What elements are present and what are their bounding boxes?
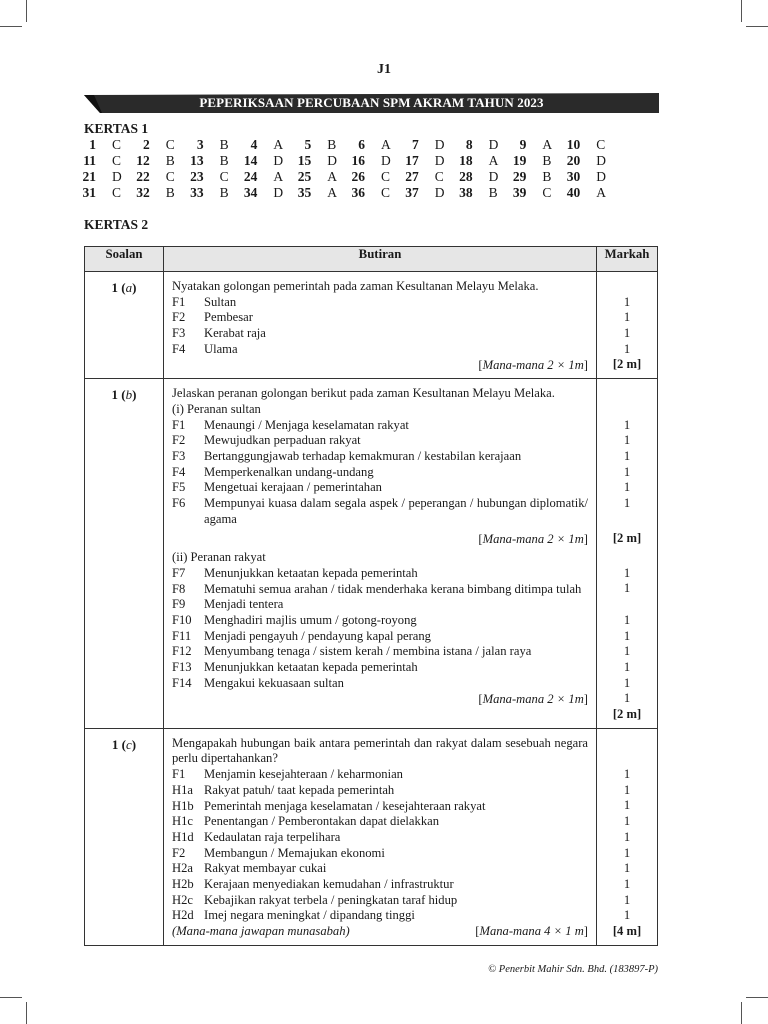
point-text: Menghadiri majlis umum / gotong-royong [204,613,417,628]
question-text: Jelaskan peranan golongan berikut pada zaman Kesultanan Melayu Melaka. [172,386,555,401]
crop-mark [741,1002,742,1024]
total-mark: 2 m [617,531,637,546]
answer-point [172,660,588,676]
answer-number: 6 [358,137,365,152]
answer-number: 31 [82,185,96,200]
answer-item [245,137,289,153]
answer-letter: C [165,137,175,152]
answer-point [172,342,588,358]
answer-letter: D [112,169,122,184]
answer-point [172,613,588,629]
answer-item [299,153,343,169]
point-code: H2a [172,861,193,876]
answer-point [172,644,588,660]
point-mark: 1 [623,294,631,309]
answer-letter: D [596,169,606,184]
extra-note: (Mana-mana jawapan munasabah) [172,924,350,939]
point-code: F7 [172,565,186,580]
point-code: F4 [172,464,186,479]
point-mark: 1 [623,861,631,876]
point-text: Memperkenalkan undang-undang [204,464,374,479]
answer-item [84,137,128,153]
answer-item [138,169,182,185]
answer-letter: A [488,153,499,168]
answer-item [568,137,612,153]
question-part: b [125,387,133,403]
answer-item [461,185,505,201]
answer-number: 34 [243,185,258,200]
mark-note: [Mana-mana 2 × 1m] [478,531,588,546]
answer-item [514,169,558,185]
answer-letter: B [219,137,229,152]
butiran-cell [164,728,597,945]
answer-item [461,169,505,185]
answer-number: 35 [297,185,312,200]
answer-point [172,566,588,582]
answer-letter: B [219,185,229,200]
answer-item [84,169,128,185]
mark-note-row [172,924,588,940]
answer-letter: D [327,153,337,168]
answer-number: 20 [566,153,581,168]
point-code: F9 [172,597,186,612]
answer-item [299,185,343,201]
table-row-1c [85,728,658,945]
point-mark: 1 [623,612,631,627]
footer-copyright: © Penerbit Mahir Sdn. Bhd. (183897-P) [488,964,658,975]
point-code: H1d [172,829,194,844]
total-mark: 2 m [617,707,637,721]
answer-list [172,767,588,924]
answer-number: 16 [351,153,365,168]
answer-letter: C [165,169,175,184]
point-code: F1 [172,767,186,782]
answer-row [84,137,624,153]
point-text: Kedaulatan raja terpelihara [204,829,341,844]
page-code: J1 [377,62,391,77]
answer-item [84,185,128,201]
point-mark: 1 [623,644,631,659]
answer-number: 28 [459,169,473,184]
answer-letter: B [165,153,175,168]
answer-point [172,480,588,496]
answer-letter: C [112,137,122,152]
answer-number: 25 [297,169,312,184]
answer-item [407,169,451,185]
marking-scheme-table [84,246,658,946]
answer-point [172,310,588,326]
answer-number: 24 [243,169,258,184]
answer-row [84,185,624,201]
answer-item [514,153,558,169]
answer-letter: D [488,137,499,152]
answer-item [245,153,289,169]
point-mark: 1 [623,829,631,844]
header-soalan: Soalan [85,247,164,272]
crop-mark [746,26,768,27]
total-mark: 2 m [617,357,637,372]
answer-point [172,877,588,893]
answer-key [84,137,624,201]
point-text: Menjadi pengayuh / pendayung kapal perang [204,628,431,643]
answer-number: 32 [136,185,150,200]
answer-point [172,449,588,465]
point-code: F2 [172,310,186,325]
answer-point [172,783,588,799]
kertas1-title: KERTAS 1 [84,121,149,136]
point-code: H2c [172,892,193,907]
answer-number: 21 [82,169,96,184]
table-header-row [85,247,658,272]
answer-letter: A [273,169,284,184]
question-num: 1 [111,387,119,403]
answer-item [568,169,612,185]
answer-point [172,893,588,909]
answer-letter: C [381,185,391,200]
answer-point [172,861,588,877]
kertas2-title: KERTAS 2 [84,217,149,232]
answer-number: 9 [519,137,527,152]
header-markah: Markah [597,247,658,272]
answer-letter: B [542,169,552,184]
table-row-1b [85,379,658,728]
point-text: Membangun / Memajukan ekonomi [204,845,385,860]
point-mark: 1 [623,326,631,341]
answer-point [172,799,588,815]
answer-letter: A [596,185,606,200]
answer-point [172,846,588,862]
crop-mark [746,997,768,998]
question-text: Nyatakan golongan pemerintah pada zaman Kesultanan Melayu Melaka. [172,279,539,293]
answer-number: 14 [243,153,258,168]
crop-mark [26,1002,27,1024]
point-mark: 1 [623,341,631,356]
answer-letter: B [219,153,229,168]
crop-mark [26,0,27,22]
point-text: Rakyat membayar cukai [204,861,327,876]
answer-point [172,814,588,830]
question-number: 1 (c) [85,728,164,945]
crop-mark [741,0,742,22]
point-text: Kebajikan rakyat terbela / peningkatan taraf hidup [204,892,458,907]
point-text: Bertanggungjawab terhadap kemakmuran / kestabilan kerajaan [204,449,522,464]
answer-item [245,185,289,201]
answer-item [407,185,451,201]
answer-number: 10 [566,137,581,152]
point-mark: 1 [623,565,631,580]
point-text: Mengakui kekuasaan sultan [204,675,344,690]
point-code: F2 [172,845,186,860]
answer-number: 8 [465,137,473,152]
answer-letter: D [434,137,445,152]
point-text: Menaungi / Menjaga keselamatan rakyat [204,417,409,432]
answer-number: 23 [190,169,204,184]
answer-item [407,137,451,153]
answer-item [568,185,612,201]
sub-heading: (ii) Peranan rakyat [172,550,266,565]
answer-number: 12 [136,153,150,168]
answer-point [172,597,588,613]
point-text: Rakyat patuh/ taat kepada pemerintah [204,782,395,797]
answer-item [514,137,558,153]
butiran-cell [164,379,597,728]
answer-number: 26 [351,169,365,184]
mark-note: [Mana-mana 4 × 1 m] [475,924,588,939]
answer-number: 40 [566,185,581,200]
point-mark: 1 [623,480,631,495]
point-code: F1 [172,417,186,432]
answer-row [84,169,624,185]
question-num: 1 [111,736,119,752]
butiran-cell [164,272,597,379]
point-text: Menunjukkan ketaatan kepada pemerintah [204,565,418,580]
answer-point [172,326,588,342]
answer-letter: B [165,185,175,200]
point-text: Kerajaan menyediakan kemudahan / infrastruktur [204,877,454,892]
answer-item [245,169,289,185]
answer-item [353,153,397,169]
answer-letter: D [596,153,606,168]
markah-cell: 1 1 1 1 1 1 1 1 1 1 [4 m] [597,728,658,945]
answer-point [172,830,588,846]
point-text: Imej negara meningkat / dipandang tinggi [204,908,415,923]
answer-number: 3 [196,137,204,152]
mark-note-text: Mana-mana 4 × 1 m [479,924,584,939]
point-text: Mengetuai kerajaan / pemerintahan [204,480,382,495]
answer-item [353,185,397,201]
answer-point [172,418,588,434]
answer-letter: A [542,137,553,152]
answer-item [192,137,236,153]
point-mark: 1 [623,628,631,643]
answer-letter: C [542,185,552,200]
answer-number: 1 [89,137,96,152]
answer-number: 33 [190,185,204,200]
answer-list [172,566,588,692]
answer-item [353,169,397,185]
mark-note-text: Mana-mana 2 × 1m [482,691,584,706]
answer-letter: D [273,153,284,168]
answer-letter: D [434,185,445,200]
point-code: H1c [172,814,193,829]
point-mark: 1 [623,659,631,674]
point-mark: 1 [623,675,631,690]
answer-number: 30 [566,169,581,184]
answer-letter: D [273,185,284,200]
point-code: H1a [172,782,193,797]
point-mark: 1 [623,814,631,829]
point-code: H1b [172,798,194,813]
point-mark: 1 [623,691,631,706]
point-text: Mempunyai kuasa dalam segala aspek / peperangan / hubungan diplomatik/ agama [204,496,588,526]
header-butiran: Butiran [164,247,597,272]
answer-letter: C [381,169,391,184]
point-mark: 1 [623,417,631,432]
point-code: F1 [172,294,186,309]
answer-item [461,137,505,153]
answer-number: 39 [512,185,527,200]
point-mark: 1 [623,310,631,325]
answer-number: 13 [190,153,204,168]
markah-cell: 1 1 1 1 1 1 [2 m] 1 1 1 1 1 1 1 1 [2 m] [597,379,658,728]
point-mark: 1 [623,908,631,923]
question-part: c [125,736,132,752]
point-code: F12 [172,644,192,659]
point-code: H2b [172,877,194,892]
answer-number: 36 [351,185,365,200]
answer-point [172,582,588,598]
question-number: 1 (b) [85,379,164,728]
answer-letter: C [596,137,606,152]
answer-point [172,433,588,449]
point-code: H2d [172,908,194,923]
point-code: F14 [172,675,192,690]
answer-point [172,465,588,481]
point-text: Penentangan / Pemberontakan dapat dielakkan [204,814,440,829]
answer-number: 7 [412,137,419,152]
point-code: F13 [172,660,192,675]
answer-number: 11 [83,153,96,168]
question-part: a [125,280,133,295]
point-code: F8 [172,581,186,596]
answer-point [172,629,588,645]
answer-item [192,153,236,169]
answer-letter: C [219,169,229,184]
point-text: Ulama [204,341,238,356]
banner [84,93,659,113]
point-mark: 1 [623,798,631,813]
answer-item [461,153,505,169]
answer-point [172,676,588,692]
answer-list [172,418,588,528]
answer-item [514,185,558,201]
answer-letter: A [327,169,337,184]
point-code: F5 [172,480,186,495]
point-code: F11 [172,628,192,643]
point-text: Sultan [204,294,237,309]
answer-letter: D [488,169,499,184]
crop-mark [0,26,22,27]
answer-number: 29 [512,169,527,184]
point-text: Pemerintah menjaga keselamatan / kesejahteraan rakyat [204,798,486,813]
answer-letter: C [112,153,122,168]
point-code: F4 [172,341,186,356]
answer-letter: A [381,137,391,152]
answer-point [172,496,588,527]
answer-item [138,137,182,153]
answer-item [192,169,236,185]
point-mark: 1 [623,876,631,891]
answer-number: 17 [405,153,419,168]
answer-number: 38 [459,185,473,200]
point-text: Menjadi tentera [204,597,284,612]
mark-note-text: Mana-mana 2 × 1m [482,531,584,546]
answer-item [138,185,182,201]
question-text: Mengapakah hubungan baik antara pemerintah dan rakyat dalam sesebuah negara perlu dipertahankan? [172,735,588,766]
point-text: Pembesar [204,310,253,325]
answer-letter: B [488,185,498,200]
banner-title: PEPERIKSAAN PERCUBAAN SPM AKRAM TAHUN 2023 [199,95,544,110]
point-code: F3 [172,449,186,464]
answer-list [172,295,588,358]
answer-number: 18 [459,153,473,168]
question-number: 1 (a) [85,272,164,379]
table-row-1a [85,272,658,379]
answer-number: 5 [304,137,312,152]
answer-row [84,153,624,169]
answer-letter: C [112,185,122,200]
point-text: Mematuhi semua arahan / tidak menderhaka kerana bimbang ditimpa tulah [204,581,582,596]
answer-point [172,908,588,924]
answer-point [172,295,588,311]
answer-letter: B [327,137,337,152]
answer-item [299,137,343,153]
point-text: Menyumbang tenaga / sistem kerah / membina istana / jalan raya [204,644,532,659]
sub-heading: (i) Peranan sultan [172,401,261,416]
point-mark: 1 [623,892,631,907]
answer-letter: C [434,169,444,184]
question-num: 1 [111,280,119,295]
answer-number: 27 [405,169,419,184]
answer-letter: B [542,153,552,168]
answer-number: 19 [512,153,527,168]
point-text: Mewujudkan perpaduan rakyat [204,433,361,448]
point-code: F2 [172,433,186,448]
answer-letter: A [273,137,284,152]
answer-item [568,153,612,169]
answer-item [192,185,236,201]
point-mark: 1 [623,845,631,860]
point-mark: 1 [623,767,631,782]
answer-item [407,153,451,169]
mark-note-text: Mana-mana 2 × 1m [482,357,584,372]
point-text: Menjamin kesejahteraan / keharmonian [204,767,403,782]
answer-point [172,767,588,783]
answer-letter: A [327,185,337,200]
point-code: F10 [172,613,192,628]
answer-item [299,169,343,185]
point-text: Kerabat raja [204,326,266,341]
markah-cell: 1 1 1 1 [2 m] [597,272,658,379]
answer-number: 4 [250,137,258,152]
answer-letter: D [381,153,391,168]
total-mark: 4 m [617,923,637,938]
answer-number: 37 [405,185,419,200]
crop-mark [0,997,22,998]
point-mark: 1 [623,581,631,596]
point-code: F6 [172,496,186,511]
answer-number: 15 [297,153,312,168]
point-mark: 1 [623,448,631,463]
answer-letter: D [434,153,445,168]
answer-number: 2 [143,137,150,152]
point-code: F3 [172,326,186,341]
point-mark: 1 [623,464,631,479]
point-text: Menunjukkan ketaatan kepada pemerintah [204,660,418,675]
answer-item [353,137,397,153]
answer-item [138,153,182,169]
answer-item [84,153,128,169]
mark-note: [Mana-mana 2 × 1m] [478,691,588,706]
point-mark: 1 [623,496,631,511]
answer-number: 22 [136,169,150,184]
point-mark: 1 [623,433,631,448]
point-mark: 1 [623,782,631,797]
mark-note: [Mana-mana 2 × 1m] [478,357,588,372]
